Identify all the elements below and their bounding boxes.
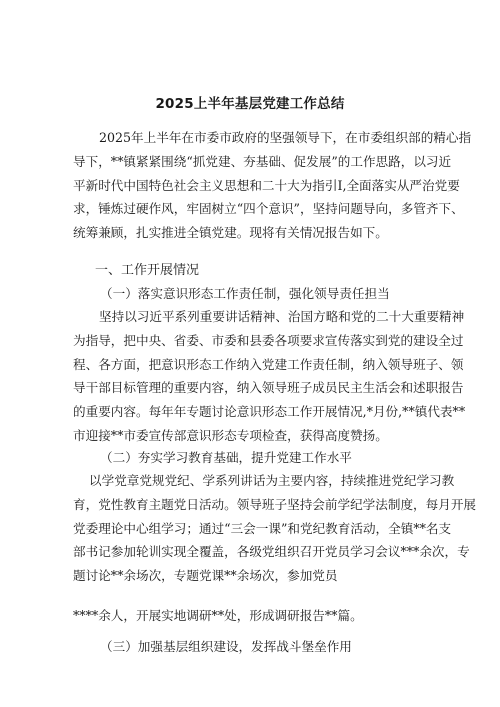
intro-paragraph <box>73 126 472 245</box>
section-heading: 一、工作开展情况 <box>95 263 200 278</box>
subsection-heading: （二）夯实学习教育基础，提升党建工作水平 <box>100 450 352 465</box>
intro-line: 统筹兼顾，扎实推进全镇党建。现将有关情况报告如下。 <box>73 225 388 241</box>
intro-line: 求，锤炼过硬作风，牢固树立“四个意识”，坚持问题导向，多管齐下、 <box>73 201 464 217</box>
intro-line: 2025年上半年在市委市政府的坚强领导下，在市委组织部的精心指 <box>99 130 472 145</box>
continuation-paragraph <box>73 604 435 628</box>
paragraph-line: 以学党章党规党纪、学系列讲话为主要内容，持续推进党纪学习教 <box>89 473 455 488</box>
paragraph-line: ****余人，开展实地调研**处，形成调研报告**篇。 <box>73 608 363 623</box>
paragraph-line: 部书记参加轮训实现全覆盖，各级党组织召开党员学习会议***余次，专 <box>73 544 470 560</box>
paragraph-line: 程、各方面，把意识形态工作纳入党建工作责任制，纳入领导班子、领 <box>73 356 464 372</box>
paragraph-line: 导干部目标管理的重要内容，纳入领导班子成员民主生活会和述职报告 <box>73 380 464 396</box>
paragraph-line: 为指导，把中央、省委、市委和县委各项要求宣传落实到党的建设全过 <box>73 332 464 348</box>
paragraph-line: 育，党性教育主题党日活动。领导班子坚持会前学纪学法制度，每月开展 <box>73 496 476 512</box>
paragraph-line: 市迎接**市委宣传部意识形态专项检查，获得高度赞扬。 <box>73 427 388 443</box>
paragraph-line: 坚持以习近平系列重要讲话精神、治国方略和党的二十大重要精神 <box>99 309 465 324</box>
paragraph-line: 的重要内容。每年年专题讨论意识形态工作开展情况,*月份,**镇代表** <box>73 404 466 420</box>
subsection-heading: （三）加强基层组织建设，发挥战斗堡垒作用 <box>100 639 352 654</box>
intro-line: 平新时代中国特色社会主义思想和二十大为指引I,全面落实从严治党要 <box>73 177 460 193</box>
paragraph-line: 党委理论中心组学习；通过“三会一课”和党纪教育活动，全镇**名支 <box>73 520 452 536</box>
subsection-1-paragraph <box>73 305 466 448</box>
paragraph-line: 题讨论**余场次，专题党课**余场次，参加党员 <box>73 568 338 584</box>
subsection-heading: （一）落实意识形态工作责任制，强化领导责任担当 <box>100 286 390 301</box>
document-title: 2025上半年基层党建工作总结 <box>155 96 345 112</box>
intro-line: 导下，**镇紧紧围绕“抓党建、夯基础、促发展”的工作思路，以习近 <box>73 153 452 169</box>
subsection-2-paragraph <box>73 469 476 588</box>
